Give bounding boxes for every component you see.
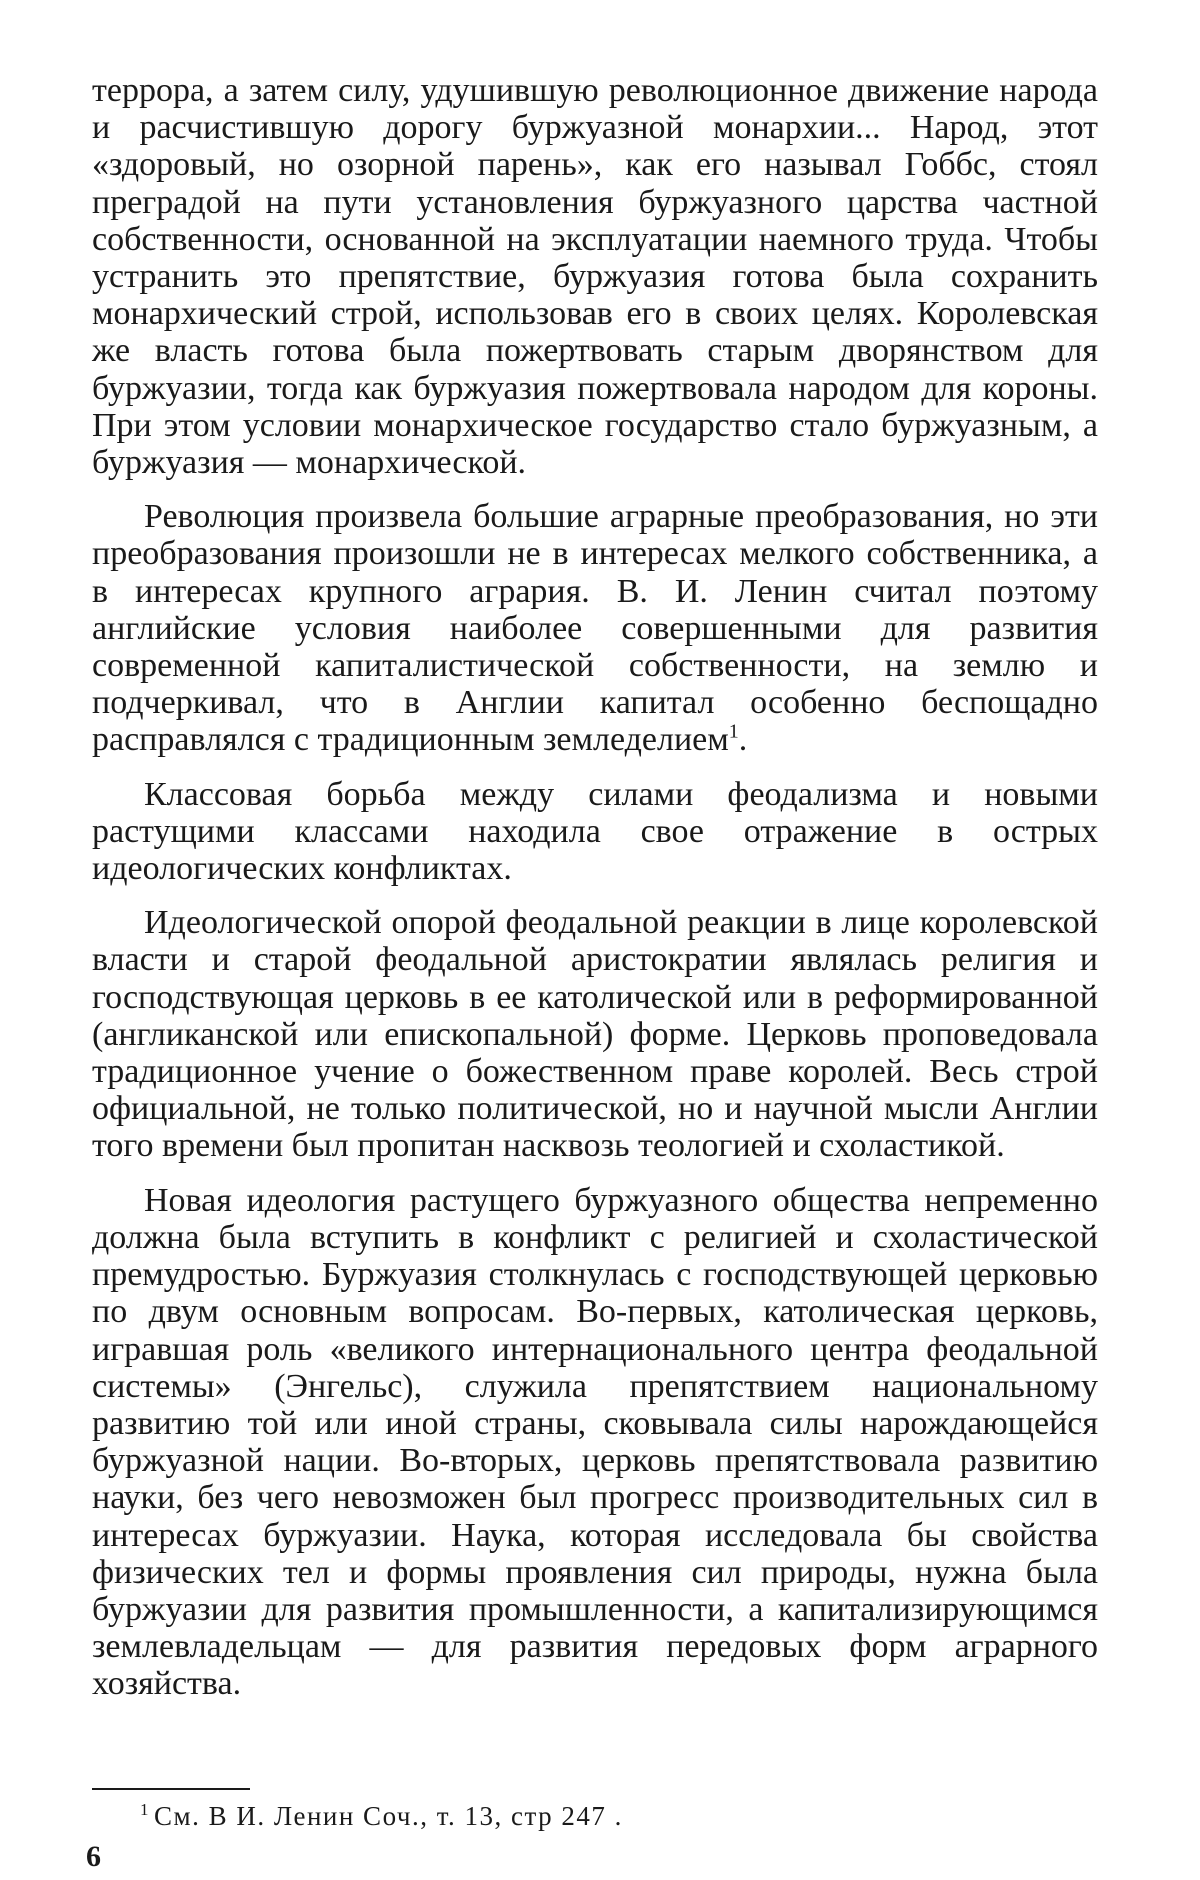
footnote-reference: 1 xyxy=(728,721,739,744)
paragraph-2-end: . xyxy=(738,721,748,759)
paragraph-4: Идеологической опорой феодальной реакции в лице королевской власти и старой феодальной аристократии являлась религия и господствующая церковь в ее католической или в реформированной (англиканской или епископальной) форме. Церковь проповедовала традиционное учение о божественном праве королей. Весь строй официальной, не только политической, но и научной мысли Англии того времени был пропитан насквозь теологией и схоластикой. xyxy=(92,904,1098,1165)
paragraph-5: Новая идеология растущего буржуазного общества непременно должна была вступить в конфликт с религией и схоластической премудростью. Буржуазия столкнулась с господствующей церковью по двум основным вопросам. Во-первых, католическая церковь, игравшая роль «великого интернационального центра феодальной системы» (Энгельс), служила препятствием национальному развитию той или иной страны, сковывала силы нарождающейся буржуазной нации. Во-вторых, церковь препятствовала развитию науки, без чего невозможен был прогресс производительных сил в интересах буржуазии. Наука, которая исследовала бы свойства физических тел и формы проявления сил природы, нужна была буржуазии для развития промышленности, а капитализирующимся землевладельцам — для развития передовых форм аграрного хозяйства. xyxy=(92,1181,1098,1703)
footnote-divider xyxy=(92,1788,250,1790)
paragraph-3: Классовая борьба между силами феодализма и новыми растущими классами находила свое отражение в острых идеологических конфликтах. xyxy=(92,775,1098,888)
footnote xyxy=(140,1800,623,1832)
paragraph-2-text: Революция произвела большие аграрные преобразования, но эти преобразования произошли не в интересах мелкого собственника, а в интересах крупного агрария. В. И. Ленин считал поэтому английские условия наиболее совершенными для развития современной капиталистической собственности, на землю и подчеркивал, что в Англии капитал особенно беспощадно расправлялся с традиционным земледелием xyxy=(92,498,1098,759)
paragraph-1: террора, а затем силу, удушившую революционное движение народа и расчистившую дорогу буржуазной монархии... Народ, этот «здоровый, но озорной парень», как его называл Гоббс, стоял преградой на пути установления буржуазного царства частной собственности, основанной на эксплуатации наемного труда. Чтобы устранить это препятствие, буржуазия готова была сохранить монархический строй, использовав его в своих целях. Королевская же власть готова была пожертвовать старым дворянством для буржуазии, тогда как буржуазия пожертвовала народом для короны. При этом условии монархическое государство стало буржуазным, а буржуазия — монархической. xyxy=(92,72,1098,482)
page-number: 6 xyxy=(86,1840,101,1873)
footnote-text: См. В И. Ленин Соч., т. 13, стр 247 . xyxy=(154,1801,623,1831)
paragraph-2 xyxy=(92,498,1098,758)
page-body xyxy=(92,72,1098,1703)
footnote-mark: 1 xyxy=(140,1800,150,1819)
